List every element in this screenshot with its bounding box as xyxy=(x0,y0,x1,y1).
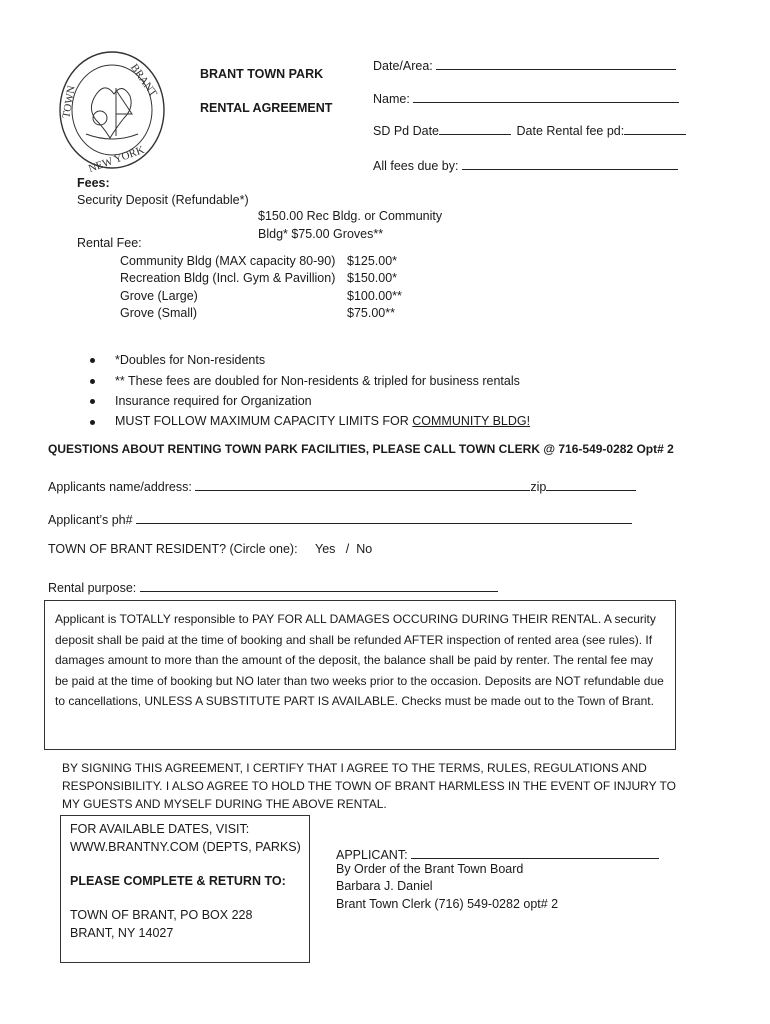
applicant-phone-field xyxy=(48,510,632,527)
sd-pd-date-field xyxy=(373,121,686,138)
svg-text:NEW YORK: NEW YORK xyxy=(86,143,146,172)
sd-pd-date-label: SD Pd Date xyxy=(373,124,440,138)
note-item: *Doubles for Non-residents xyxy=(115,353,266,367)
bullet-icon xyxy=(90,420,95,425)
note-item: Insurance required for Organization xyxy=(115,394,312,408)
fee-item-name: Grove (Small) xyxy=(120,306,198,320)
rental-purpose-input[interactable] xyxy=(140,578,498,592)
security-deposit-line1: $150.00 Rec Bldg. or Community xyxy=(258,209,443,223)
security-deposit-label: Security Deposit (Refundable*) xyxy=(77,193,249,207)
bullet-icon xyxy=(90,379,95,384)
title-line2: RENTAL AGREEMENT xyxy=(200,101,333,115)
bullet-icon xyxy=(90,358,95,363)
date-area-field xyxy=(373,56,676,73)
zip-label: zip xyxy=(530,480,547,494)
order-line: By Order of the Brant Town Board xyxy=(336,862,524,876)
info-line2[interactable]: WWW.BRANTNY.COM (DEPTS, PARKS) xyxy=(70,840,301,854)
all-fees-due-label: All fees due by: xyxy=(373,159,459,173)
rental-purpose-field xyxy=(48,578,498,595)
questions-line: QUESTIONS ABOUT RENTING TOWN PARK FACILITIES, PLEASE CALL TOWN CLERK @ 716-549-0282 Opt# 2 xyxy=(48,442,674,456)
certify-text: BY SIGNING THIS AGREEMENT, I CERTIFY THAT I AGREE TO THE TERMS, RULES, REGULATIONS AND RESPONSIBILITY. I ALSO AGREE TO HOLD THE TOWN OF BRANT HARMLESS IN THE EVENT OF INJURY TO MY GUESTS AND MYSELF DURING THE ABOVE RENTAL. xyxy=(62,761,676,811)
info-box xyxy=(60,815,310,963)
applicant-signature-field xyxy=(336,845,659,862)
applicant-phone-input[interactable] xyxy=(136,510,632,524)
name-field xyxy=(373,89,679,106)
fee-item-price: $75.00** xyxy=(347,306,395,320)
town-seal xyxy=(56,48,168,172)
clerk-title: Brant Town Clerk (716) 549-0282 opt# 2 xyxy=(336,897,559,911)
info-line4: TOWN OF BRANT, PO BOX 228 xyxy=(70,908,253,922)
resident-options[interactable]: Yes / No xyxy=(315,542,373,556)
applicant-name-input[interactable] xyxy=(195,477,530,491)
title-line1: BRANT TOWN PARK xyxy=(200,67,324,81)
name-label: Name: xyxy=(373,92,410,106)
security-deposit-line2: Bldg* $75.00 Groves** xyxy=(258,227,384,241)
all-fees-due-field xyxy=(373,156,678,173)
fee-item-price: $150.00* xyxy=(347,271,398,285)
name-input[interactable] xyxy=(413,89,679,103)
seal-graphic xyxy=(56,48,168,172)
fee-item-price: $125.00* xyxy=(347,254,398,268)
fee-item-name: Community Bldg (MAX capacity 80-90) xyxy=(120,254,336,268)
rental-purpose-label: Rental purpose: xyxy=(48,581,137,595)
fee-item-price: $100.00** xyxy=(347,289,402,303)
applicant-signature-label: APPLICANT: xyxy=(336,848,408,862)
applicant-phone-label: Applicant’s ph# xyxy=(48,513,133,527)
fee-item-name: Recreation Bldg (Incl. Gym & Pavillion) xyxy=(120,271,336,285)
resident-question: TOWN OF BRANT RESIDENT? (Circle one): xyxy=(48,542,298,556)
date-area-label: Date/Area: xyxy=(373,59,433,73)
terms-box xyxy=(44,600,676,750)
date-rental-fee-label: Date Rental fee pd: xyxy=(516,124,625,138)
rental-fee-label: Rental Fee: xyxy=(77,236,142,250)
note-item xyxy=(115,414,530,428)
info-line5: BRANT, NY 14027 xyxy=(70,926,174,940)
note-text: MUST FOLLOW MAXIMUM CAPACITY LIMITS FOR xyxy=(115,414,413,428)
svg-text:TOWN: TOWN xyxy=(60,84,78,120)
fee-item-name: Grove (Large) xyxy=(120,289,198,303)
bullet-icon xyxy=(90,399,95,404)
applicant-name-field xyxy=(48,477,636,494)
clerk-name: Barbara J. Daniel xyxy=(336,879,433,893)
info-line3: PLEASE COMPLETE & RETURN TO: xyxy=(70,874,286,888)
svg-text:BRANT: BRANT xyxy=(127,61,160,100)
zip-input[interactable] xyxy=(546,477,636,491)
applicant-name-label: Applicants name/address: xyxy=(48,480,192,494)
sd-pd-date-input[interactable] xyxy=(439,121,511,135)
date-area-input[interactable] xyxy=(436,56,676,70)
note-item: ** These fees are doubled for Non-residents & tripled for business rentals xyxy=(115,374,520,388)
info-line1: FOR AVAILABLE DATES, VISIT: xyxy=(70,822,250,836)
applicant-signature-input[interactable] xyxy=(411,845,659,859)
note-underlined: COMMUNITY BLDG! xyxy=(412,414,531,428)
date-rental-fee-input[interactable] xyxy=(624,121,686,135)
terms-paragraph: Applicant is TOTALLY responsible to PAY FOR ALL DAMAGES OCCURING DURING THEIR RENTAL. A security deposit shall be paid at the time of booking and shall be refunded AFTER inspection of rented area (see rules). If damages amount to more than the amount of the deposit, the balance shall be paid by renter. The rental fee may be paid at the time of booking but NO later than two weeks prior to the occasion. Deposits are NOT refundable due to cancellations, UNLESS A SUBSTITUTE PART IS AVAILABLE. Checks must be made out to the Town of Brant. xyxy=(55,612,664,708)
all-fees-due-input[interactable] xyxy=(462,156,678,170)
fees-heading: Fees: xyxy=(77,176,110,190)
